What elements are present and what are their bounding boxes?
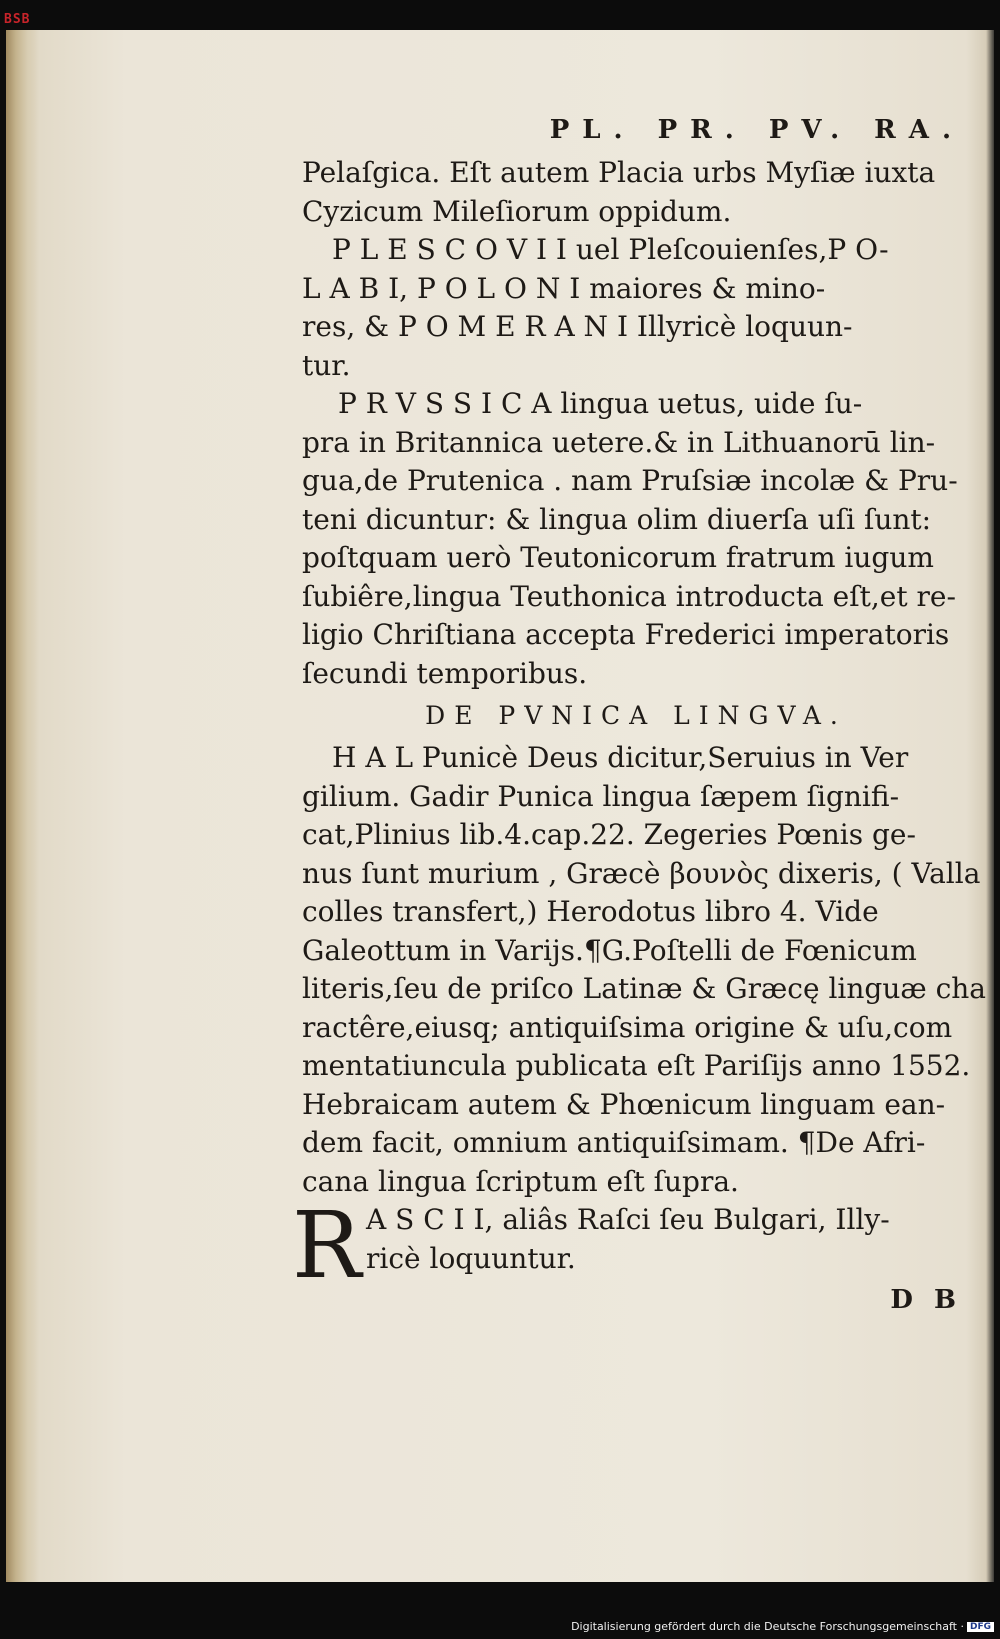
dfg-logo-icon: DFG <box>967 1622 994 1632</box>
text-line: pra in Britannica uetere.& in Lithuanorū lin- <box>302 425 936 459</box>
text-line: L A B I, P O L O N I maiores & mino- <box>302 271 826 305</box>
catchword: D B <box>890 1285 962 1315</box>
book-page <box>6 30 994 1582</box>
text-line: H A L Punicè Deus dicitur,Seruius in Ver <box>332 741 909 774</box>
paragraph-pelasgica <box>302 154 970 231</box>
page-gutter-shadow <box>6 30 38 1582</box>
paragraph-prussica <box>302 385 970 693</box>
text-line: ricè loquuntur. <box>366 1241 576 1275</box>
library-tag: BSB <box>4 12 31 27</box>
footer-text: Digitalisierung gefördert durch die Deutsche Forschungsgemeinschaft · <box>571 1620 964 1633</box>
text-line: ligio Chriſtiana accepta Frederici imperatoris <box>302 618 950 651</box>
text-line: Pelaſgica. Eſt autem Placia urbs Myſiæ iuxta <box>302 156 936 189</box>
text-line: ſubiêre,lingua Teuthonica introducta eſt,et re- <box>302 579 956 613</box>
text-line: mentatiuncula publicata eſt Pariſijs anno 1552. <box>302 1049 971 1082</box>
page-edge-shadow <box>986 30 994 1582</box>
text-line: res, & P O M E R A N I Illyricè loquun- <box>302 310 853 343</box>
paragraph-rascii <box>292 1192 970 1299</box>
section-heading: DE PVNICA LINGVA. <box>425 701 847 730</box>
text-line: nus ſunt murium , Græcè βουνὸς dixeris, ( Valla <box>302 856 981 890</box>
text-line: colles transfert,) Herodotus libro 4. Vide <box>302 895 879 928</box>
text-line: Cyzicum Mileſiorum oppidum. <box>302 194 732 228</box>
text-line: gilium. Gadir Punica lingua ſæpem ſignifi- <box>302 779 900 813</box>
digitization-footer <box>571 1620 994 1633</box>
text-line: teni dicuntur: & lingua olim diuerſa uſi ſunt: <box>302 502 932 536</box>
text-line: gua,de Prutenica . nam Pruſsiæ incolæ & Pru- <box>302 464 958 497</box>
text-block <box>292 106 986 1322</box>
text-line: cana lingua ſcriptum eſt ſupra. <box>302 1164 739 1198</box>
text-line: Hebraicam autem & Phœnicum linguam ean- <box>302 1087 946 1121</box>
text-line: Galeottum in Varijs.¶G.Poſtelli de Fœnicum <box>302 933 917 967</box>
paragraph-punica <box>302 739 986 1201</box>
text-line: dem facit, omnium antiquiſsimam. ¶De Afri- <box>302 1126 926 1159</box>
text-line: cat,Plinius lib.4.cap.22. Zegeries Pœnis ge- <box>302 818 916 851</box>
text-line: P L E S C O V I I uel Pleſcouienſes,P O- <box>332 233 889 266</box>
paragraph-plescovii <box>302 231 970 385</box>
text-line: tur. <box>302 348 351 382</box>
text-line: ractêre,eiusq; antiquiſsima origine & uſu,com <box>302 1010 953 1044</box>
text-line: A S C I I, aliâs Raſci ſeu Bulgari, Illy- <box>366 1203 890 1236</box>
text-line: P R V S S I C A lingua uetus, uide ſu- <box>338 387 863 420</box>
text-line: literis,ſeu de priſco Latinæ & Græcę linguæ cha <box>302 972 986 1005</box>
drop-cap: R <box>292 1192 362 1299</box>
running-head: PL. PR. PV. RA. <box>549 115 964 145</box>
text-line: poſtquam uerò Teutonicorum fratrum iugum <box>302 541 934 574</box>
text-line: ſecundi temporibus. <box>302 656 588 690</box>
